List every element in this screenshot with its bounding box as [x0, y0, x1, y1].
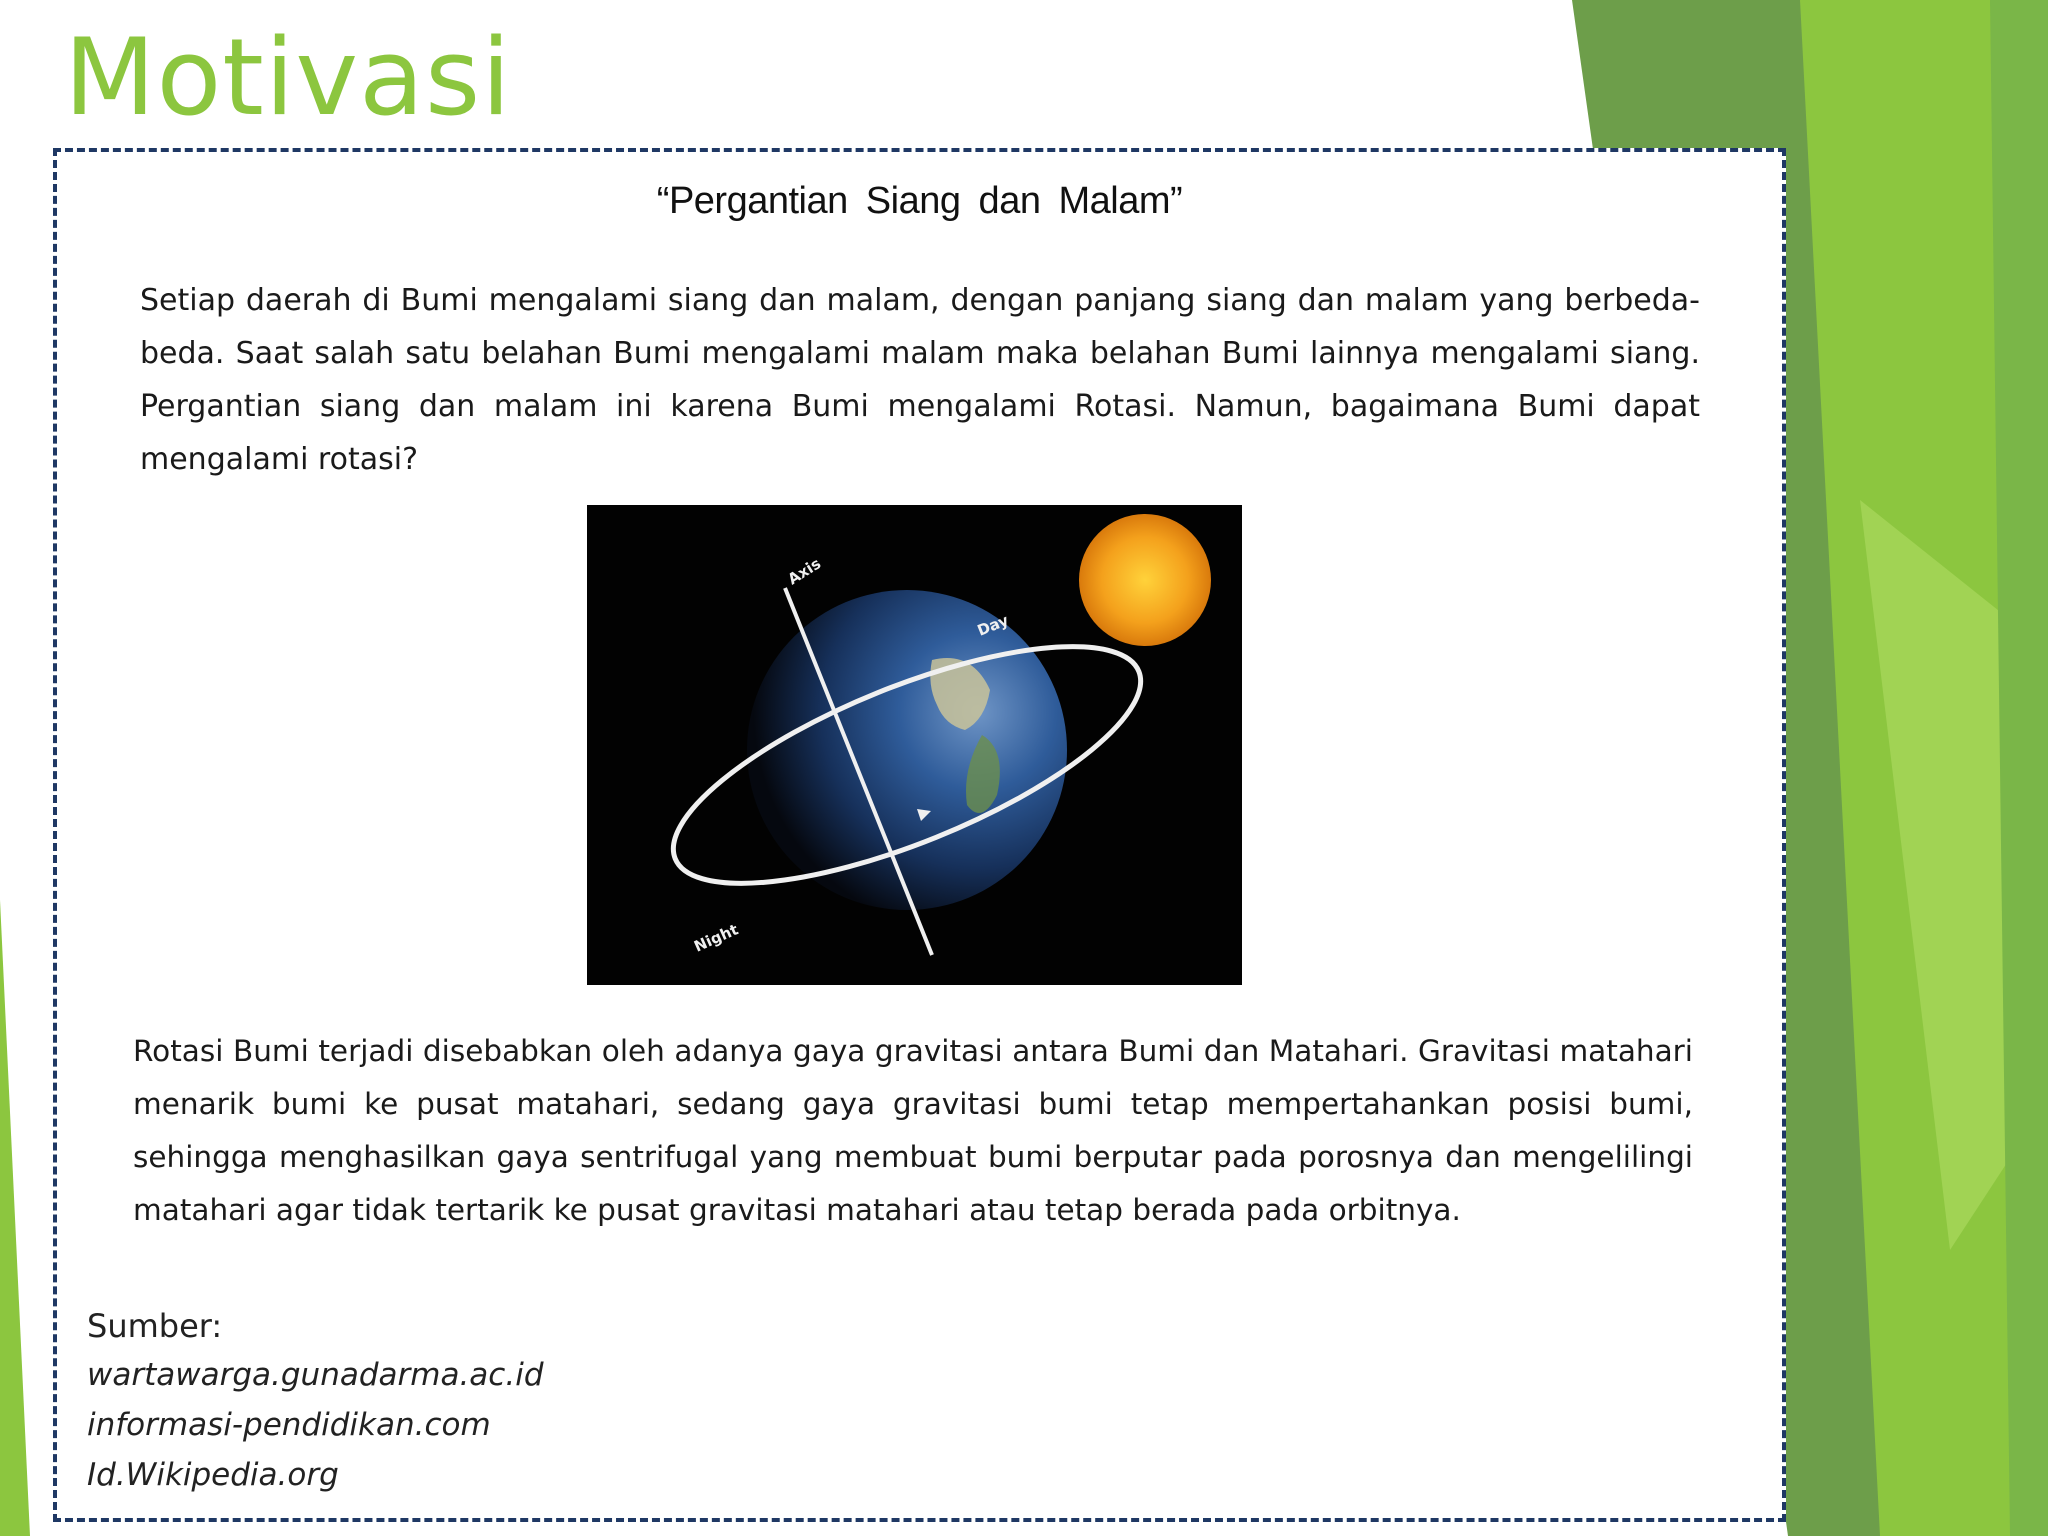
- intro-paragraph: Setiap daerah di Bumi mengalami siang dan malam, dengan panjang siang dan malam yang berbeda-beda. Saat salah satu belahan Bumi mengalami malam maka belahan Bumi lainnya mengalami siang. Pergantian siang dan malam ini karena Bumi mengalami Rotasi. Namun, bagaimana Bumi dapat mengalami rotasi?: [140, 283, 1700, 477]
- sources-list: [87, 1302, 544, 1500]
- day-label: Day: [974, 611, 1012, 640]
- explanation-paragraph: Rotasi Bumi terjadi disebabkan oleh adanya gaya gravitasi antara Bumi dan Matahari. Gravitasi matahari menarik bumi ke pusat matahari, sedang gaya gravitasi bumi tetap mempertahankan posisi bumi, sehingga menghasilkan gaya sentrifugal yang membuat bumi berputar pada porosnya dan mengelilingi matahari agar tidak tertarik ke pusat gravitasi matahari atau tetap berada pada orbitnya.: [133, 1034, 1693, 1227]
- sun-icon: [1079, 514, 1211, 646]
- earth-globe: [747, 590, 1067, 910]
- source-link[interactable]: Id.Wikipedia.org: [87, 1457, 339, 1493]
- card-heading: “Pergantian Siang dan Malam”: [656, 180, 1183, 222]
- earth-rotation-image: [587, 505, 1242, 985]
- source-link[interactable]: wartawarga.gunadarma.ac.id: [87, 1357, 544, 1393]
- axis-label: Axis: [784, 554, 825, 589]
- night-label: Night: [691, 920, 741, 956]
- content-card: [53, 148, 1786, 1522]
- deco-stripe-left: [0, 900, 30, 1536]
- source-link[interactable]: informasi-pendidikan.com: [87, 1407, 491, 1443]
- slide-title: Motivasi: [64, 16, 512, 139]
- sources-label: Sumber:: [87, 1307, 223, 1345]
